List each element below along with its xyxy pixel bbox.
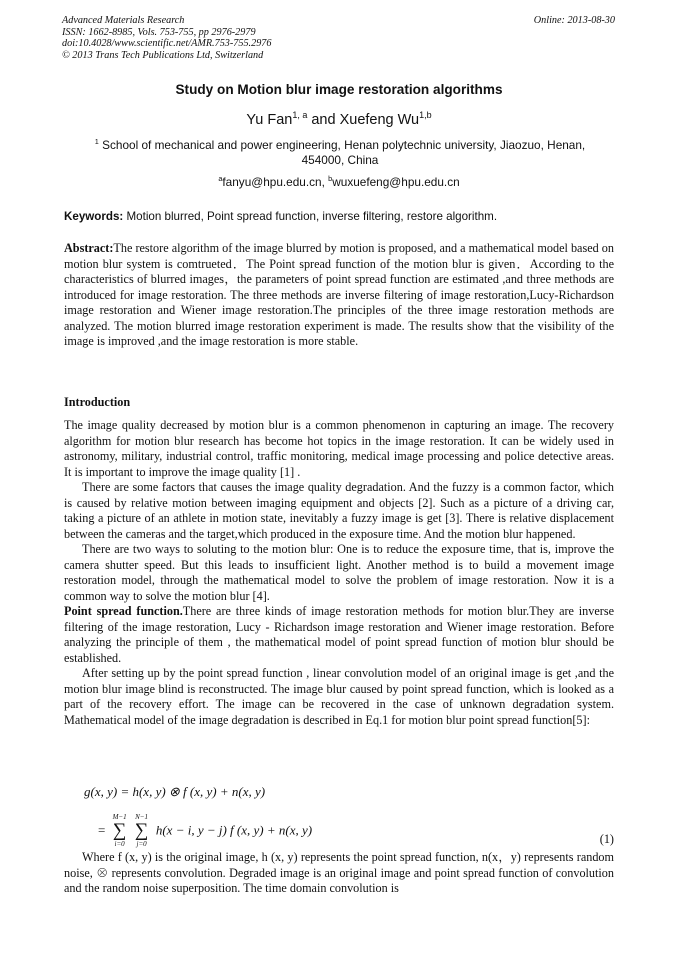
affiliation-sup: 1 xyxy=(94,137,99,147)
sigma-symbol: ∑ xyxy=(134,820,149,841)
author-2-sup: 1,b xyxy=(419,110,432,121)
keywords xyxy=(64,210,616,223)
email-a: fanyu@hpu.edu.cn, xyxy=(222,175,329,189)
where-paragraph: Where f (x, y) is the original image, h (x, y) represents the point spread function, n(x，y) represents random noise, ⊗ represents convolution. Degraded image is an original image and point spread function of convolution and the random noise superposition. The time domain convolution is xyxy=(64,850,614,895)
author-1: Yu Fan xyxy=(246,112,293,128)
affiliation xyxy=(80,138,600,168)
introduction-heading: Introduction xyxy=(64,395,131,409)
sum-i-upper: M−1 xyxy=(112,813,127,821)
author-list xyxy=(0,112,678,128)
author-emails xyxy=(0,175,678,189)
post-equation-paragraph xyxy=(64,850,614,897)
psf-section-label: Point spread function. xyxy=(64,604,183,618)
issn-line: ISSN: 1662-8985, Vols. 753-755, pp 2976-2979 xyxy=(62,26,256,38)
psf-paragraph-text: There are three kinds of image restoration methods for motion blur.They are inverse filtering of the image restoration, Lucy - Richardson image restoration and Wiener image restoration. Before analyzing the principle of them , the mathematical model of point spread function of motion blur should be established. xyxy=(64,604,614,665)
journal-name: Advanced Materials Research xyxy=(62,15,185,26)
abstract-text: The restore algorithm of the image blurred by motion is proposed, and a mathematical model based on motion blur system is comtrueted．The Point spread function of the motion blur is given．According to the characteristics of blurred images，the parameters of point spread function are estimated ,and three methods are introduced for image restoration. The three methods are inverse filtering of image restoration,Lucy-Richardson image restoration and Wiener image restoration.The principles of the three image restoration methods are analyzed. The motion blurred image restoration experiment is made. The results show that the visibility of the image is improved ,and the image restoration is more stable. xyxy=(64,241,614,348)
email-b: wuxuefeng@hpu.edu.cn xyxy=(332,175,460,189)
equation-sum-body: h(x − i, y − j) f (x, y) + n(x, y) xyxy=(155,822,313,838)
intro-paragraph-1: The image quality decreased by motion blur is a common phenomenon in capturing an image. The recovery algorithm for motion blur research has become hot topics in the image restoration. It can be widely used in astronomy, military, industrial control, traffic monitoring, medical image processing and police detective areas. It is important to improve the image quality [1] . xyxy=(64,418,614,479)
keywords-label: Keywords: xyxy=(64,210,124,223)
equation-line-1: g(x, y) = h(x, y) ⊗ f (x, y) + n(x, y) xyxy=(84,784,266,799)
equation-number: (1) xyxy=(599,832,614,846)
journal-header xyxy=(62,15,271,61)
doi-line: doi:10.4028/www.scientific.net/AMR.753-755.2976 xyxy=(62,38,272,50)
sum-j-upper: N−1 xyxy=(135,813,149,821)
author-1-sup: 1, a xyxy=(292,110,308,121)
email-b-sup: b xyxy=(328,174,333,184)
affiliation-text: School of mechanical and power engineering, Henan polytechnic university, Jiaozuo, Henan, 454000, China xyxy=(98,138,586,167)
intro-paragraph-4 xyxy=(64,604,614,666)
abstract xyxy=(64,241,614,350)
sum-over-j xyxy=(131,813,153,848)
sigma-symbol: ∑ xyxy=(112,820,127,841)
abstract-label: Abstract: xyxy=(64,241,114,255)
online-date: Online: 2013-08-30 xyxy=(533,15,615,26)
sum-i-lower: i=0 xyxy=(114,840,125,848)
keywords-text: Motion blurred, Point spread function, inverse filtering, restore algorithm. xyxy=(123,210,498,223)
sum-j-lower: j=0 xyxy=(136,840,147,848)
email-a-sup: a xyxy=(218,174,223,184)
equation-equals: = xyxy=(98,822,106,838)
intro-paragraph-2: There are some factors that causes the image quality degradation. And the fuzzy is a common factor, which is caused by relative motion between imaging equipment and objects [2]. Such as a picture of a driving car, taking a picture of an athlete in motion state, inevitably a fuzzy image is get [3]. There is relative displacement between the cameras and the target,which produced in the exposure time. And the motion blur happened. xyxy=(64,480,614,541)
introduction-body xyxy=(64,418,614,728)
paper-title: Study on Motion blur image restoration algorithms xyxy=(175,82,503,97)
intro-paragraph-5: After setting up by the point spread function , linear convolution model of an original image is get ,and the motion blur image blind is reconstructed. The image blur caused by point spread function, which is looked as a part of the recovery effort. The image can be recovered in the case of unknown degradation system. Mathematical model of the image degradation is described in Eq.1 for motion blur point spread function[5]: xyxy=(64,666,614,727)
copyright-line: © 2013 Trans Tech Publications Ltd, Switzerland xyxy=(62,49,264,61)
author-conjunction: and xyxy=(307,112,340,128)
equation-line-2 xyxy=(98,813,312,848)
sum-over-i xyxy=(109,813,131,848)
author-2: Xuefeng Wu xyxy=(339,112,420,128)
intro-paragraph-3: There are two ways to soluting to the motion blur: One is to reduce the exposure time, that is, improve the camera shutter speed. But this leads to insufficient light. Another method is to build a movement image restoration model, through the mathematical model to solve the problem of image restoration. Now it is a common way to solve the motion blur [4]. xyxy=(64,542,614,603)
